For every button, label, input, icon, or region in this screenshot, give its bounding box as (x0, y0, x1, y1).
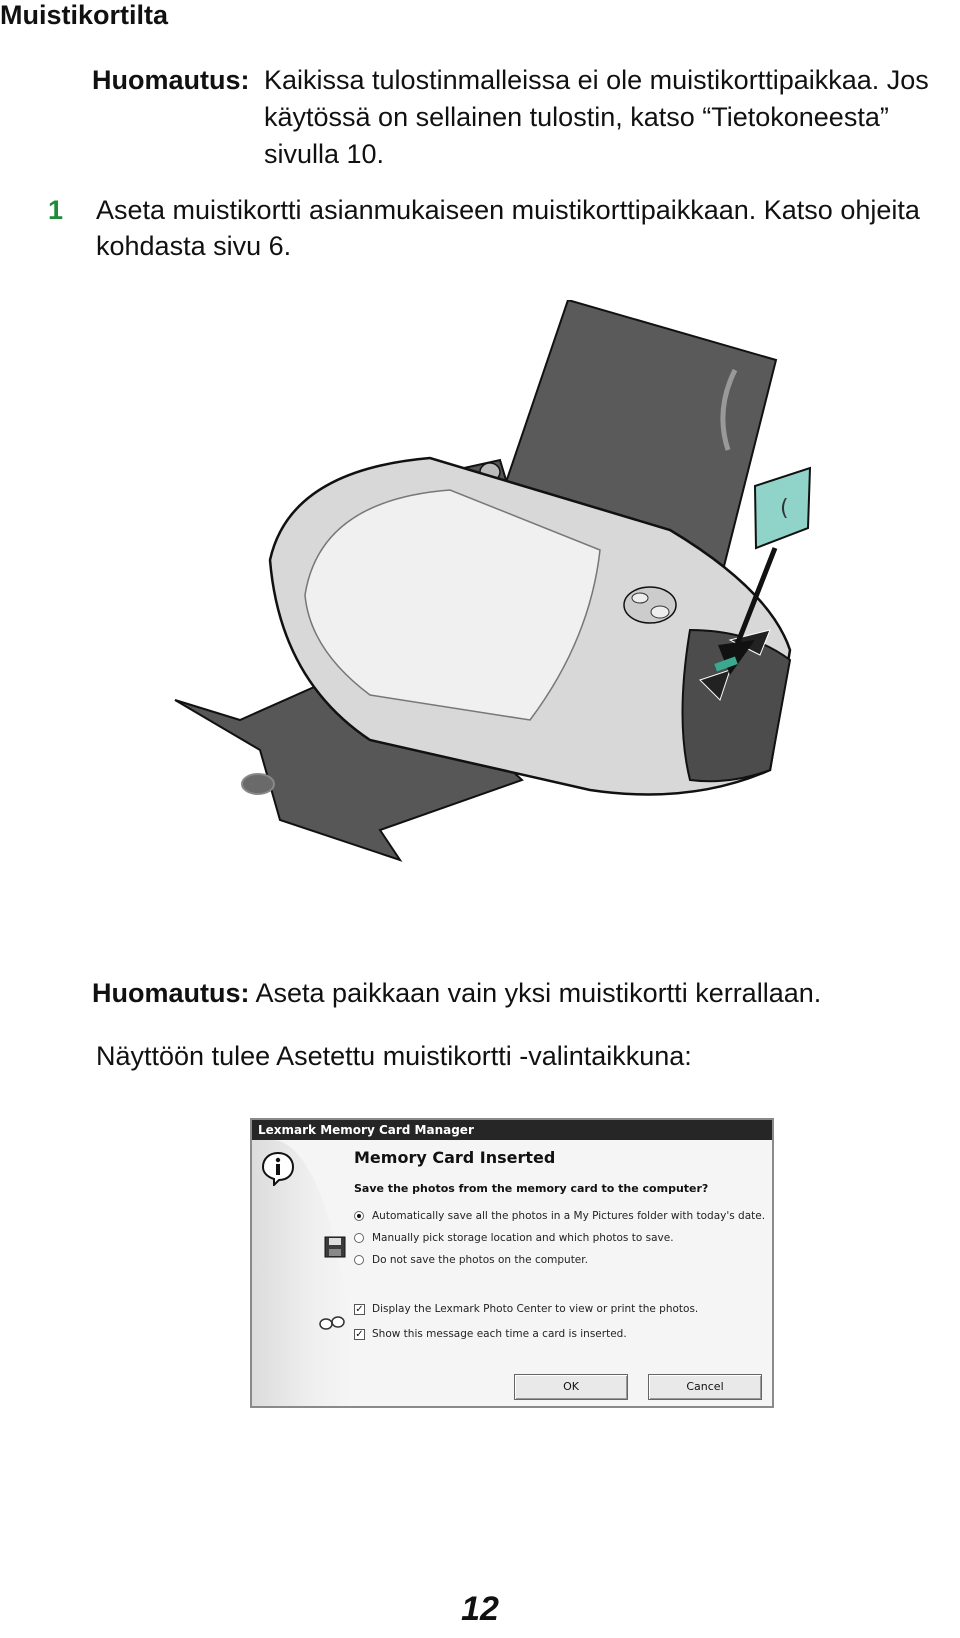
note-label: Huomautus: (92, 65, 250, 95)
radio-auto-save[interactable] (354, 1211, 364, 1221)
step-1 (48, 192, 948, 264)
printer-illustration (170, 300, 830, 910)
note2-label: Huomautus: (92, 978, 250, 1008)
radio-do-not-save[interactable] (354, 1255, 364, 1265)
option-do-not-save-label: Do not save the photos on the computer. (372, 1254, 588, 1266)
note-one-card (92, 975, 952, 1011)
glasses-icon (318, 1314, 346, 1332)
page-number: 12 (461, 1590, 499, 1628)
note-text-line-3: sivulla 10. (264, 139, 385, 169)
radio-manual-pick[interactable] (354, 1233, 364, 1243)
ok-button[interactable]: OK (514, 1374, 628, 1400)
checkbox-display-photo-center-box[interactable]: ✓ (355, 1303, 364, 1315)
step-text-line-1: Aseta muistikortti asianmukaiseen muistikorttipaikkaan. Katso ohjeita (96, 195, 920, 225)
dialog-heading: Memory Card Inserted (354, 1148, 556, 1167)
dialog-question: Save the photos from the memory card to the computer? (354, 1182, 709, 1195)
checkbox-display-photo-center[interactable] (354, 1303, 698, 1315)
option-auto-save-label: Automatically save all the photos in a My Pictures folder with today's date. (372, 1210, 766, 1222)
memory-card-dialog (250, 1118, 774, 1408)
option-manual-pick-label: Manually pick storage location and which photos to save. (372, 1232, 674, 1244)
checkbox-show-message-box[interactable]: ✓ (355, 1328, 364, 1340)
page-heading: Muistikortilta (0, 0, 169, 30)
cancel-button[interactable]: Cancel (648, 1374, 762, 1400)
svg-text:(: ( (780, 496, 789, 521)
checkbox-show-message-label: Show this message each time a card is inserted. (372, 1328, 627, 1340)
note2-text: Aseta paikkaan vain yksi muistikortti kerrallaan. (255, 978, 822, 1008)
floppy-disk-icon (324, 1236, 346, 1258)
option-manual-pick[interactable] (354, 1232, 674, 1244)
option-auto-save[interactable] (354, 1210, 765, 1222)
info-icon (260, 1150, 296, 1186)
note-printer-models (92, 62, 952, 173)
step-text-line-2: kohdasta sivu 6. (96, 231, 292, 261)
step-number: 1 (48, 195, 64, 225)
checkbox-show-message[interactable] (354, 1328, 627, 1340)
note-text-line-1: Kaikissa tulostinmalleissa ei ole muistikorttipaikkaa. Jos (264, 65, 929, 95)
option-do-not-save[interactable] (354, 1254, 588, 1266)
intro-text: Näyttöön tulee Asetettu muistikortti -valintaikkuna: (96, 1041, 692, 1071)
note-text-line-2: käytössä on sellainen tulostin, katso “Tietokoneesta” (264, 102, 889, 132)
dialog-body (252, 1140, 772, 1406)
printer-buttons (624, 587, 676, 623)
dialog-title-bar: Lexmark Memory Card Manager (252, 1120, 772, 1140)
checkbox-display-photo-center-label: Display the Lexmark Photo Center to view or print the photos. (372, 1303, 699, 1315)
